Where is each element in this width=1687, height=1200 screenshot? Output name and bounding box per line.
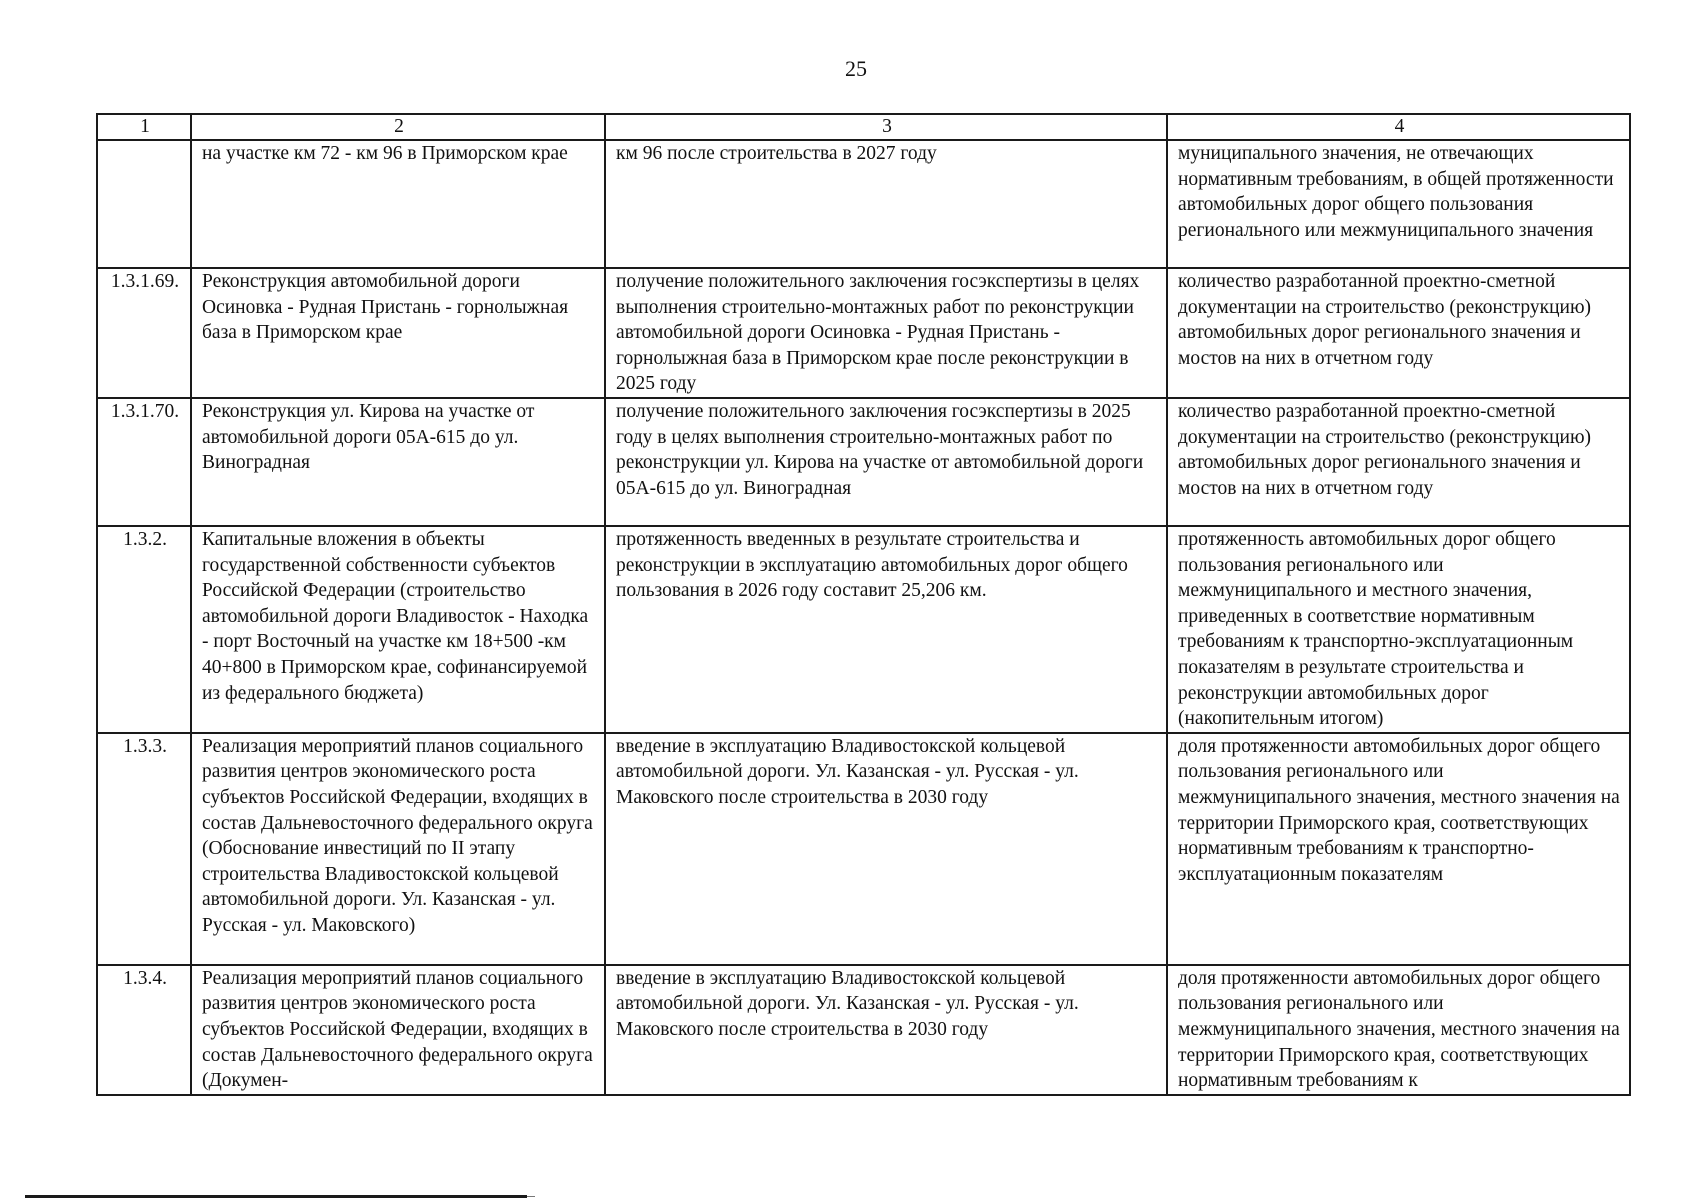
measure-name: на участке км 72 - км 96 в Приморском крае (202, 143, 568, 164)
row-number: 1.3.2. (97, 526, 191, 733)
measure-name: Капитальные вложения в объекты государственной собственности субъектов Российской Федерации (строительство автомобильной дороги Владивосток - Находка - порт Восточный на участке км 18+500 -км 40+800 в Приморском крае, софинансируемой из федерального бюджета) (202, 529, 589, 704)
table-row (97, 398, 1630, 526)
expected-result: получение положительного заключения госэкспертизы в целях выполнения строительно-монтажных работ по реконструкции автомобильной дороги Осиновка - Рудная Пристань - горнолыжная база в Приморском крае после реконструкции в 2025 году (616, 271, 1140, 395)
column-header-1: 1 (97, 114, 191, 140)
indicator-cell (1167, 268, 1630, 398)
expected-result-cell (605, 140, 1167, 268)
indicator-cell (1167, 526, 1630, 733)
column-header-3: 3 (605, 114, 1167, 140)
row-number: 1.3.3. (97, 733, 191, 965)
indicator-cell (1167, 398, 1630, 526)
measure-name-cell (191, 965, 605, 1095)
page-number: 25 (845, 56, 867, 81)
measure-name: Реконструкция ул. Кирова на участке от автомобильной дороги 05А-615 до ул. Виноградная (202, 401, 535, 474)
row-number (97, 140, 191, 268)
column-number-header-row (97, 114, 1630, 140)
footer-rule-tail (527, 1196, 535, 1197)
expected-result-cell (605, 268, 1167, 398)
indicator: доля протяженности автомобильных дорог общего пользования регионального или межмуниципального значения, местного значения на территории Приморского края, соответствующих нормативным требованиям к (1178, 967, 1620, 1092)
indicator-cell (1167, 965, 1630, 1095)
indicator: протяженность автомобильных дорог общего пользования регионального или межмуниципального и местного значения, приведенных в соответствие нормативным требованиям к транспортно-эксплуатационным показателям в результате строительства и реконструкции автомобильных дорог (накопительным итогом) (1178, 529, 1574, 730)
column-header-4: 4 (1167, 114, 1630, 140)
expected-result: км 96 после строительства в 2027 году (616, 143, 937, 164)
expected-result: протяженность введенных в результате строительства и реконструкции в эксплуатацию автомобильных дорог общего пользования в 2026 году составит 25,206 км. (616, 529, 1128, 602)
measure-name-cell (191, 268, 605, 398)
table-row (97, 140, 1630, 268)
row-number: 1.3.1.69. (97, 268, 191, 398)
expected-result-cell (605, 733, 1167, 965)
indicator: муниципального значения, не отвечающих нормативным требованиям, в общей протяженности автомобильных дорог общего пользования регионального или межмуниципального значения (1178, 143, 1614, 241)
measure-name-cell (191, 733, 605, 965)
footer-rule (25, 1195, 527, 1198)
indicator: количество разработанной проектно-сметной документации на строительство (реконструкцию) автомобильных дорог регионального значения и мостов на них в отчетном году (1178, 401, 1592, 499)
measure-name: Реализация мероприятий планов социального развития центров экономического роста субъектов Российской Федерации, входящих в состав Дальневосточного федерального округа (Обоснование инвестиций по II этапу строительства Владивостокской кольцевой автомобильной дороги. Ул. Казанская - ул. Русская - ул. Маковского) (202, 735, 593, 936)
expected-result-cell (605, 398, 1167, 526)
measure-name-cell (191, 398, 605, 526)
indicator: количество разработанной проектно-сметной документации на строительство (реконструкцию) автомобильных дорог регионального значения и мостов на них в отчетном году (1178, 271, 1592, 369)
row-number: 1.3.1.70. (97, 398, 191, 526)
expected-result: введение в эксплуатацию Владивостокской кольцевой автомобильной дороги. Ул. Казанская - ул. Русская - ул. Маковского после строительства в 2030 году (616, 967, 1079, 1040)
indicator: доля протяженности автомобильных дорог общего пользования регионального или межмуниципального значения, местного значения на территории Приморского края, соответствующих нормативным требованиям к транспортно-эксплуатационным показателям (1178, 735, 1620, 885)
table-row (97, 965, 1630, 1095)
row-number: 1.3.4. (97, 965, 191, 1095)
measures-table (96, 113, 1631, 1096)
expected-result: получение положительного заключения госэкспертизы в 2025 году в целях выполнения строительно-монтажных работ по реконструкции ул. Кирова на участке от автомобильной дороги 05А-615 до ул. Виноградная (616, 401, 1144, 499)
table-row (97, 526, 1630, 733)
measure-name: Реконструкция автомобильной дороги Осиновка - Рудная Пристань - горнолыжная база в Приморском крае (202, 271, 569, 344)
table-row (97, 733, 1630, 965)
table-row (97, 268, 1630, 398)
measure-name: Реализация мероприятий планов социального развития центров экономического роста субъектов Российской Федерации, входящих в состав Дальневосточного федерального округа (Докумен- (202, 967, 593, 1092)
expected-result: введение в эксплуатацию Владивостокской кольцевой автомобильной дороги. Ул. Казанская - ул. Русская - ул. Маковского после строительства в 2030 году (616, 735, 1079, 808)
indicator-cell (1167, 140, 1630, 268)
expected-result-cell (605, 526, 1167, 733)
measure-name-cell (191, 140, 605, 268)
expected-result-cell (605, 965, 1167, 1095)
indicator-cell (1167, 733, 1630, 965)
measure-name-cell (191, 526, 605, 733)
column-header-2: 2 (191, 114, 605, 140)
